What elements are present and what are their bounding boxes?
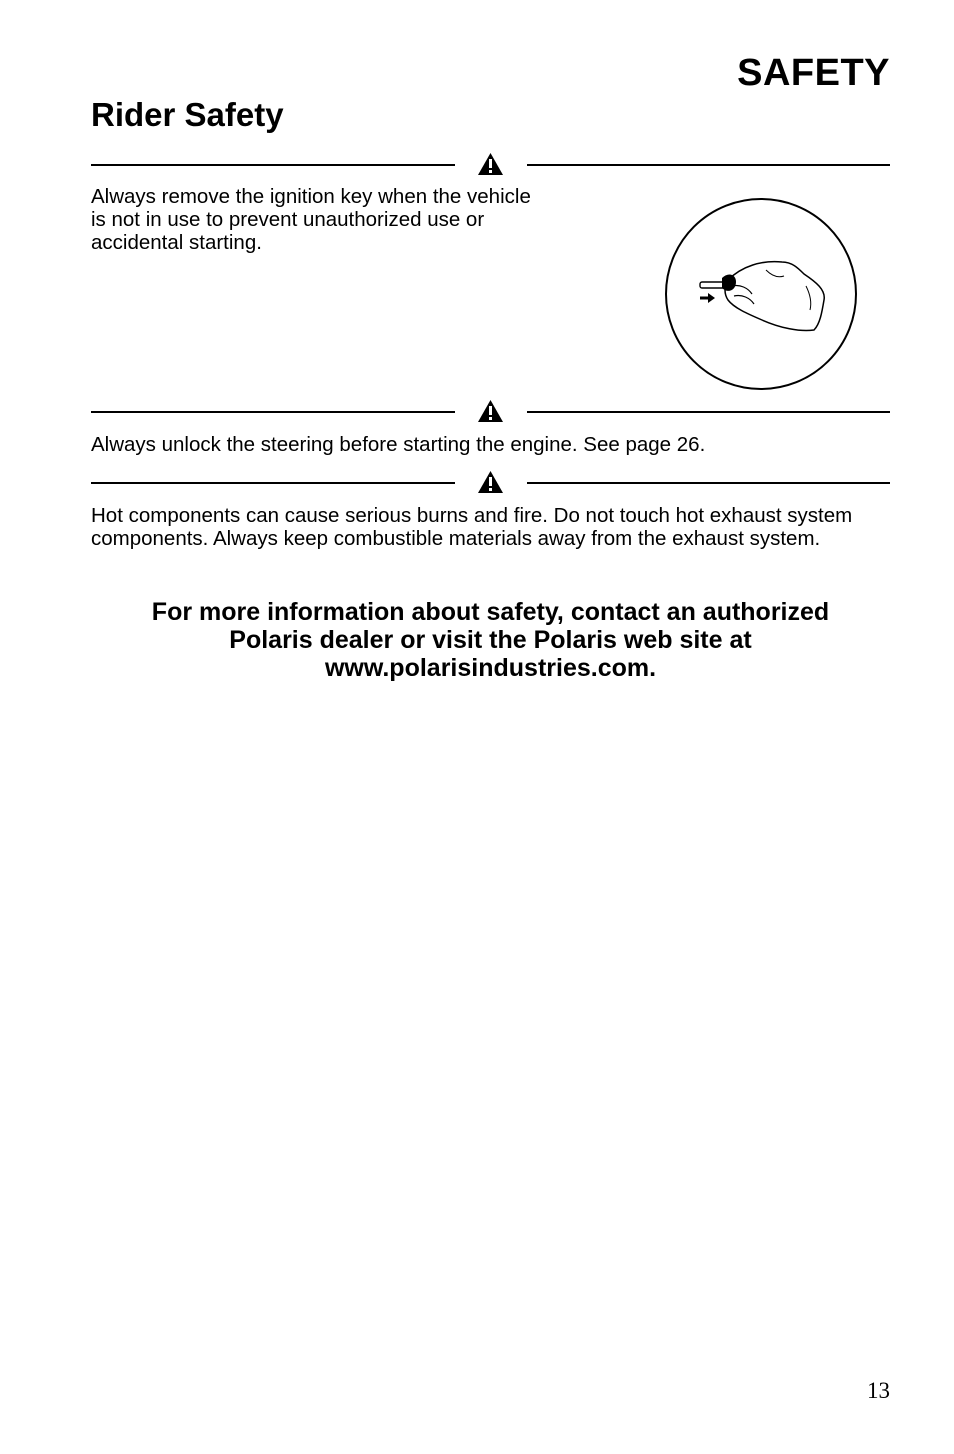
divider-line <box>91 164 455 166</box>
page-heading: Rider Safety <box>91 96 284 133</box>
hand-removing-key-icon <box>630 190 880 400</box>
warning-text-steering-lock: Always unlock the steering before starting the engine. See page 26. <box>91 433 706 456</box>
closing-website[interactable]: www.polarisindustries.com. <box>324 654 657 682</box>
warning-text-hot-components: Hot components can cause serious burns and fire. Do not touch hot exhaust system components. Always keep combustible materials away from the exhaust system. <box>91 504 853 550</box>
closing-note <box>91 598 890 682</box>
warning-triangle-icon <box>477 470 504 494</box>
divider-line <box>91 411 455 413</box>
closing-line-2: Polaris dealer or visit the Polaris web site at <box>229 626 752 654</box>
page-number: 13 <box>867 1378 890 1403</box>
divider-line <box>527 411 890 413</box>
divider-line <box>527 482 890 484</box>
warning-divider <box>91 470 890 496</box>
warning-divider <box>91 399 890 425</box>
warning-divider <box>91 152 890 178</box>
divider-line <box>91 482 455 484</box>
warning-triangle-icon <box>477 152 504 176</box>
section-title: SAFETY <box>737 52 890 94</box>
warning-triangle-icon <box>477 399 504 423</box>
closing-line-1: For more information about safety, contact an authorized <box>151 598 830 626</box>
divider-line <box>527 164 890 166</box>
warning-text-ignition-key: Always remove the ignition key when the vehicle is not in use to prevent unauthorized use or accidental starting. <box>91 185 531 254</box>
